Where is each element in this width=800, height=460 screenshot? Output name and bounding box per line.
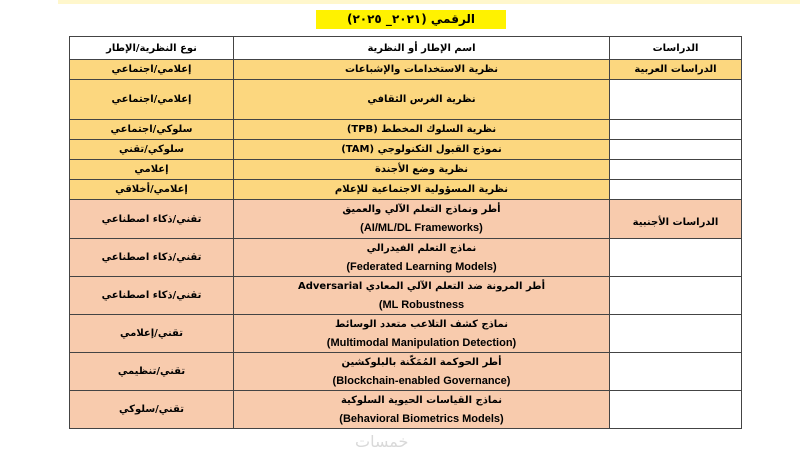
study-empty-cell xyxy=(610,140,742,160)
name-arabic: أطر ونماذج التعلم الآلي والعميق xyxy=(342,204,501,215)
name-english: (Multimodal Manipulation Detection) xyxy=(326,336,517,349)
table-row xyxy=(70,60,742,80)
table-row xyxy=(70,277,742,315)
table-row xyxy=(70,120,742,140)
study-empty-cell xyxy=(610,180,742,200)
theories-table xyxy=(69,36,742,429)
table-row xyxy=(70,391,742,429)
name-english: (Blockchain-enabled Governance) xyxy=(332,374,511,387)
study-foreign-label: الدراسات الأجنبية xyxy=(632,216,719,228)
header-study: الدراسات xyxy=(610,37,742,60)
study-empty-cell xyxy=(610,239,742,277)
type-cell: إعلامي/أخلاقي xyxy=(70,180,234,200)
name-cell: نظرية وضع الأجندة xyxy=(234,160,610,180)
table-row xyxy=(70,353,742,391)
study-foreign-cell xyxy=(610,200,742,239)
study-empty-cell xyxy=(610,80,742,120)
name-arabic: أطر الحوكمة المُمَكّنة بالبلوكشين xyxy=(341,356,502,368)
table-header-row xyxy=(70,37,742,60)
table-row xyxy=(70,200,742,239)
watermark-logo: خمسات xyxy=(355,432,409,451)
name-arabic: نماذج كشف التلاعب متعدد الوسائط xyxy=(335,318,508,330)
name-cell: نظرية السلوك المخطط (TPB) xyxy=(234,120,610,140)
name-english: ML Robustness) xyxy=(378,298,465,311)
type-cell: سلوكي/اجتماعي xyxy=(70,120,234,140)
table-row xyxy=(70,140,742,160)
type-cell: تقني/سلوكي xyxy=(70,391,234,429)
name-cell: نموذج القبول التكنولوجي (TAM) xyxy=(234,140,610,160)
study-arabic-label: الدراسات العربية xyxy=(634,64,717,75)
name-arabic: نماذج التعلم الفيدرالي xyxy=(366,242,477,254)
type-cell: تقني/ذكاء اصطناعي xyxy=(70,200,234,239)
table-row xyxy=(70,315,742,353)
name-cell xyxy=(234,353,610,391)
name-cell xyxy=(234,391,610,429)
study-arabic-cell xyxy=(610,60,742,80)
type-cell: إعلامي/اجتماعي xyxy=(70,80,234,120)
name-cell: نظرية الاستخدامات والإشباعات xyxy=(234,60,610,80)
study-empty-cell xyxy=(610,353,742,391)
name-english: (Behavioral Biometrics Models) xyxy=(339,412,504,425)
study-empty-cell xyxy=(610,277,742,315)
table-row xyxy=(70,80,742,120)
type-cell: إعلامي xyxy=(70,160,234,180)
name-cell xyxy=(234,315,610,353)
name-english: (AI/ML/DL Frameworks) xyxy=(360,222,483,234)
type-cell: تقني/ذكاء اصطناعي xyxy=(70,277,234,315)
study-empty-cell xyxy=(610,315,742,353)
type-cell: تقني/إعلامي xyxy=(70,315,234,353)
name-cell xyxy=(234,239,610,277)
name-cell xyxy=(234,200,610,239)
header-name: اسم الإطار أو النظرية xyxy=(234,37,610,60)
name-cell: نظرية الغرس الثقافي xyxy=(234,80,610,120)
name-arabic: نماذج القياسات الحيوية السلوكية xyxy=(340,394,503,406)
document-title: الرقمي (٢٠٢١_ ٢٠٢٥) xyxy=(316,10,506,29)
table-row xyxy=(70,239,742,277)
type-cell: تقني/ذكاء اصطناعي xyxy=(70,239,234,277)
study-empty-cell xyxy=(610,391,742,429)
type-cell: تقني/تنظيمي xyxy=(70,353,234,391)
name-cell xyxy=(234,277,610,315)
study-empty-cell xyxy=(610,120,742,140)
type-cell: سلوكي/تقني xyxy=(70,140,234,160)
table-row xyxy=(70,180,742,200)
name-english: (Federated Learning Models) xyxy=(346,260,497,273)
header-type: نوع النظرية/الإطار xyxy=(70,37,234,60)
study-empty-cell xyxy=(610,160,742,180)
top-band xyxy=(58,0,800,4)
name-arabic: أطر المرونة ضد التعلم الآلي المعادي Adversarial xyxy=(297,280,546,292)
name-cell: نظرية المسؤولية الاجتماعية للإعلام xyxy=(234,180,610,200)
type-cell: إعلامي/اجتماعي xyxy=(70,60,234,80)
table-row xyxy=(70,160,742,180)
